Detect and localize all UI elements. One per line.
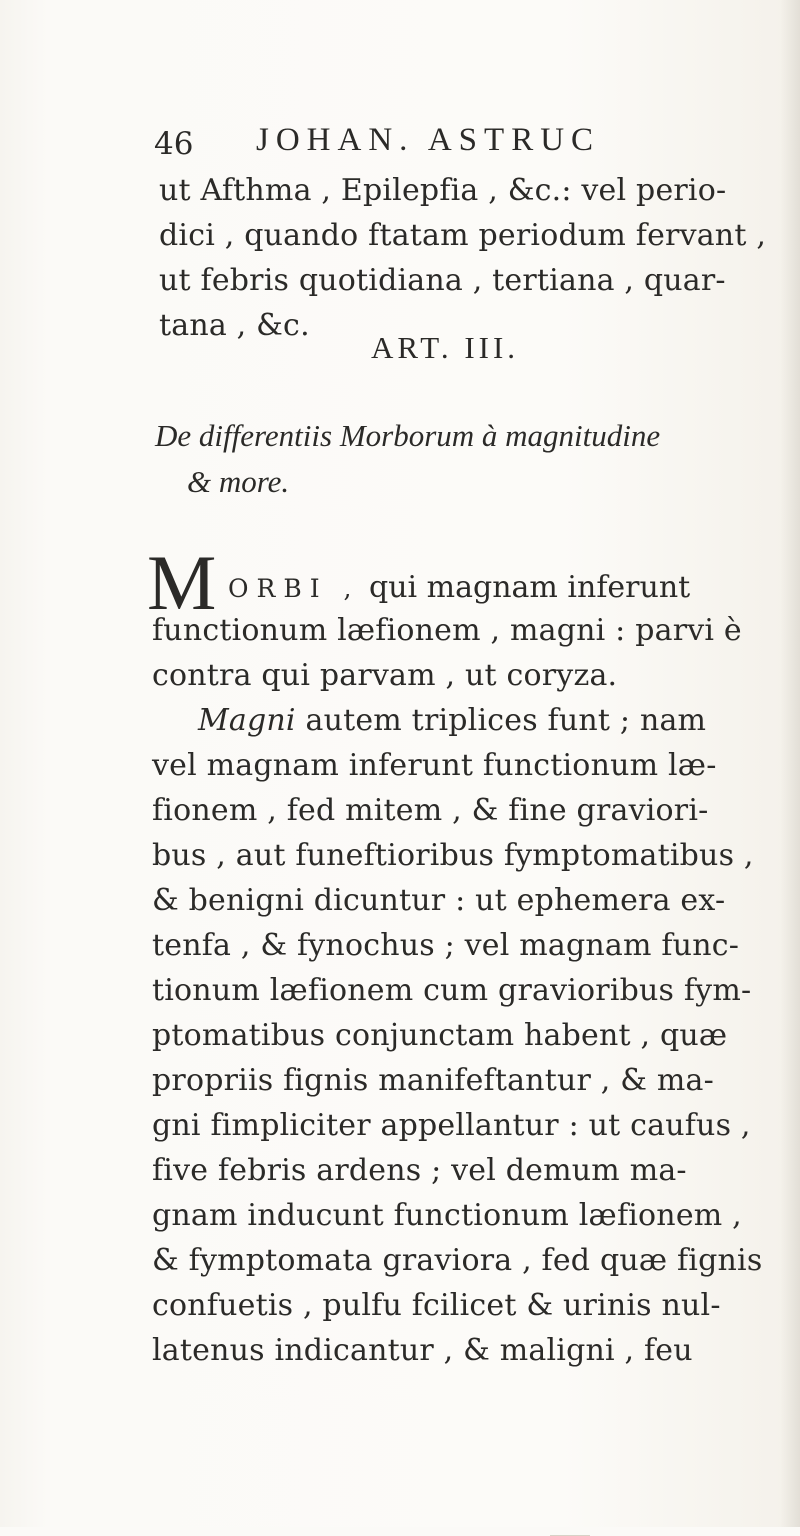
body-line-9: tionum læfionem cum gravioribus fym-: [152, 973, 752, 1008]
body-first-line-caps: ORBI ,: [228, 574, 360, 603]
running-head-title: JOHAN. ASTRUC: [256, 122, 601, 158]
body-line-3-text: autem triplices funt ; nam: [305, 703, 707, 738]
body-line-4: vel magnam inferunt functionum læ-: [152, 748, 717, 783]
body-line-3: [198, 703, 707, 738]
intro-line-4: tana , &c.: [159, 308, 310, 343]
body-line-17: latenus indicantur , & maligni , feu: [152, 1333, 693, 1368]
intro-line-2: dici , quando ftatam periodum fervant ,: [159, 218, 767, 253]
article-heading: ART. III.: [371, 330, 520, 365]
intro-line-1: ut Afthma , Epilepfia , &c.: vel perio-: [159, 173, 727, 208]
page-number: 46: [154, 126, 194, 162]
section-title-line-1: De differentiis Morborum à magnitudine: [155, 418, 661, 453]
body-line-11: propriis fignis manifeftantur , & ma-: [152, 1063, 714, 1098]
body-first-line-text: qui magnam inferunt: [369, 570, 691, 605]
body-line-13: five febris ardens ; vel demum ma-: [152, 1153, 687, 1188]
drop-cap: M: [147, 539, 217, 626]
body-line-16: confuetis , pulfu fcilicet & urinis nul-: [152, 1288, 721, 1323]
body-line-1: functionum læfionem , magni : parvi è: [152, 613, 742, 648]
section-title-line-2: & more.: [187, 464, 290, 499]
body-line-14: gnam inducunt functionum læfionem ,: [152, 1198, 742, 1233]
intro-line-3: ut febris quotidiana , tertiana , quar-: [159, 263, 726, 298]
body-line-3-italic: Magni: [198, 703, 296, 738]
body-line-2: contra qui parvam , ut coryza.: [152, 658, 618, 693]
body-line-12: gni fimpliciter appellantur : ut caufus ,: [152, 1108, 751, 1143]
body-line-5: fionem , fed mitem , & fine graviori-: [152, 793, 709, 828]
body-line-7: & benigni dicuntur : ut ephemera ex-: [152, 883, 726, 918]
body-first-line: [228, 570, 690, 605]
body-line-10: ptomatibus conjunctam habent , quæ: [152, 1018, 728, 1053]
body-line-15: & fymptomata graviora , fed quæ fignis: [152, 1243, 763, 1278]
body-line-8: tenfa , & fynochus ; vel magnam func-: [152, 928, 740, 963]
body-line-6: bus , aut funeftioribus fymptomatibus ,: [152, 838, 754, 873]
